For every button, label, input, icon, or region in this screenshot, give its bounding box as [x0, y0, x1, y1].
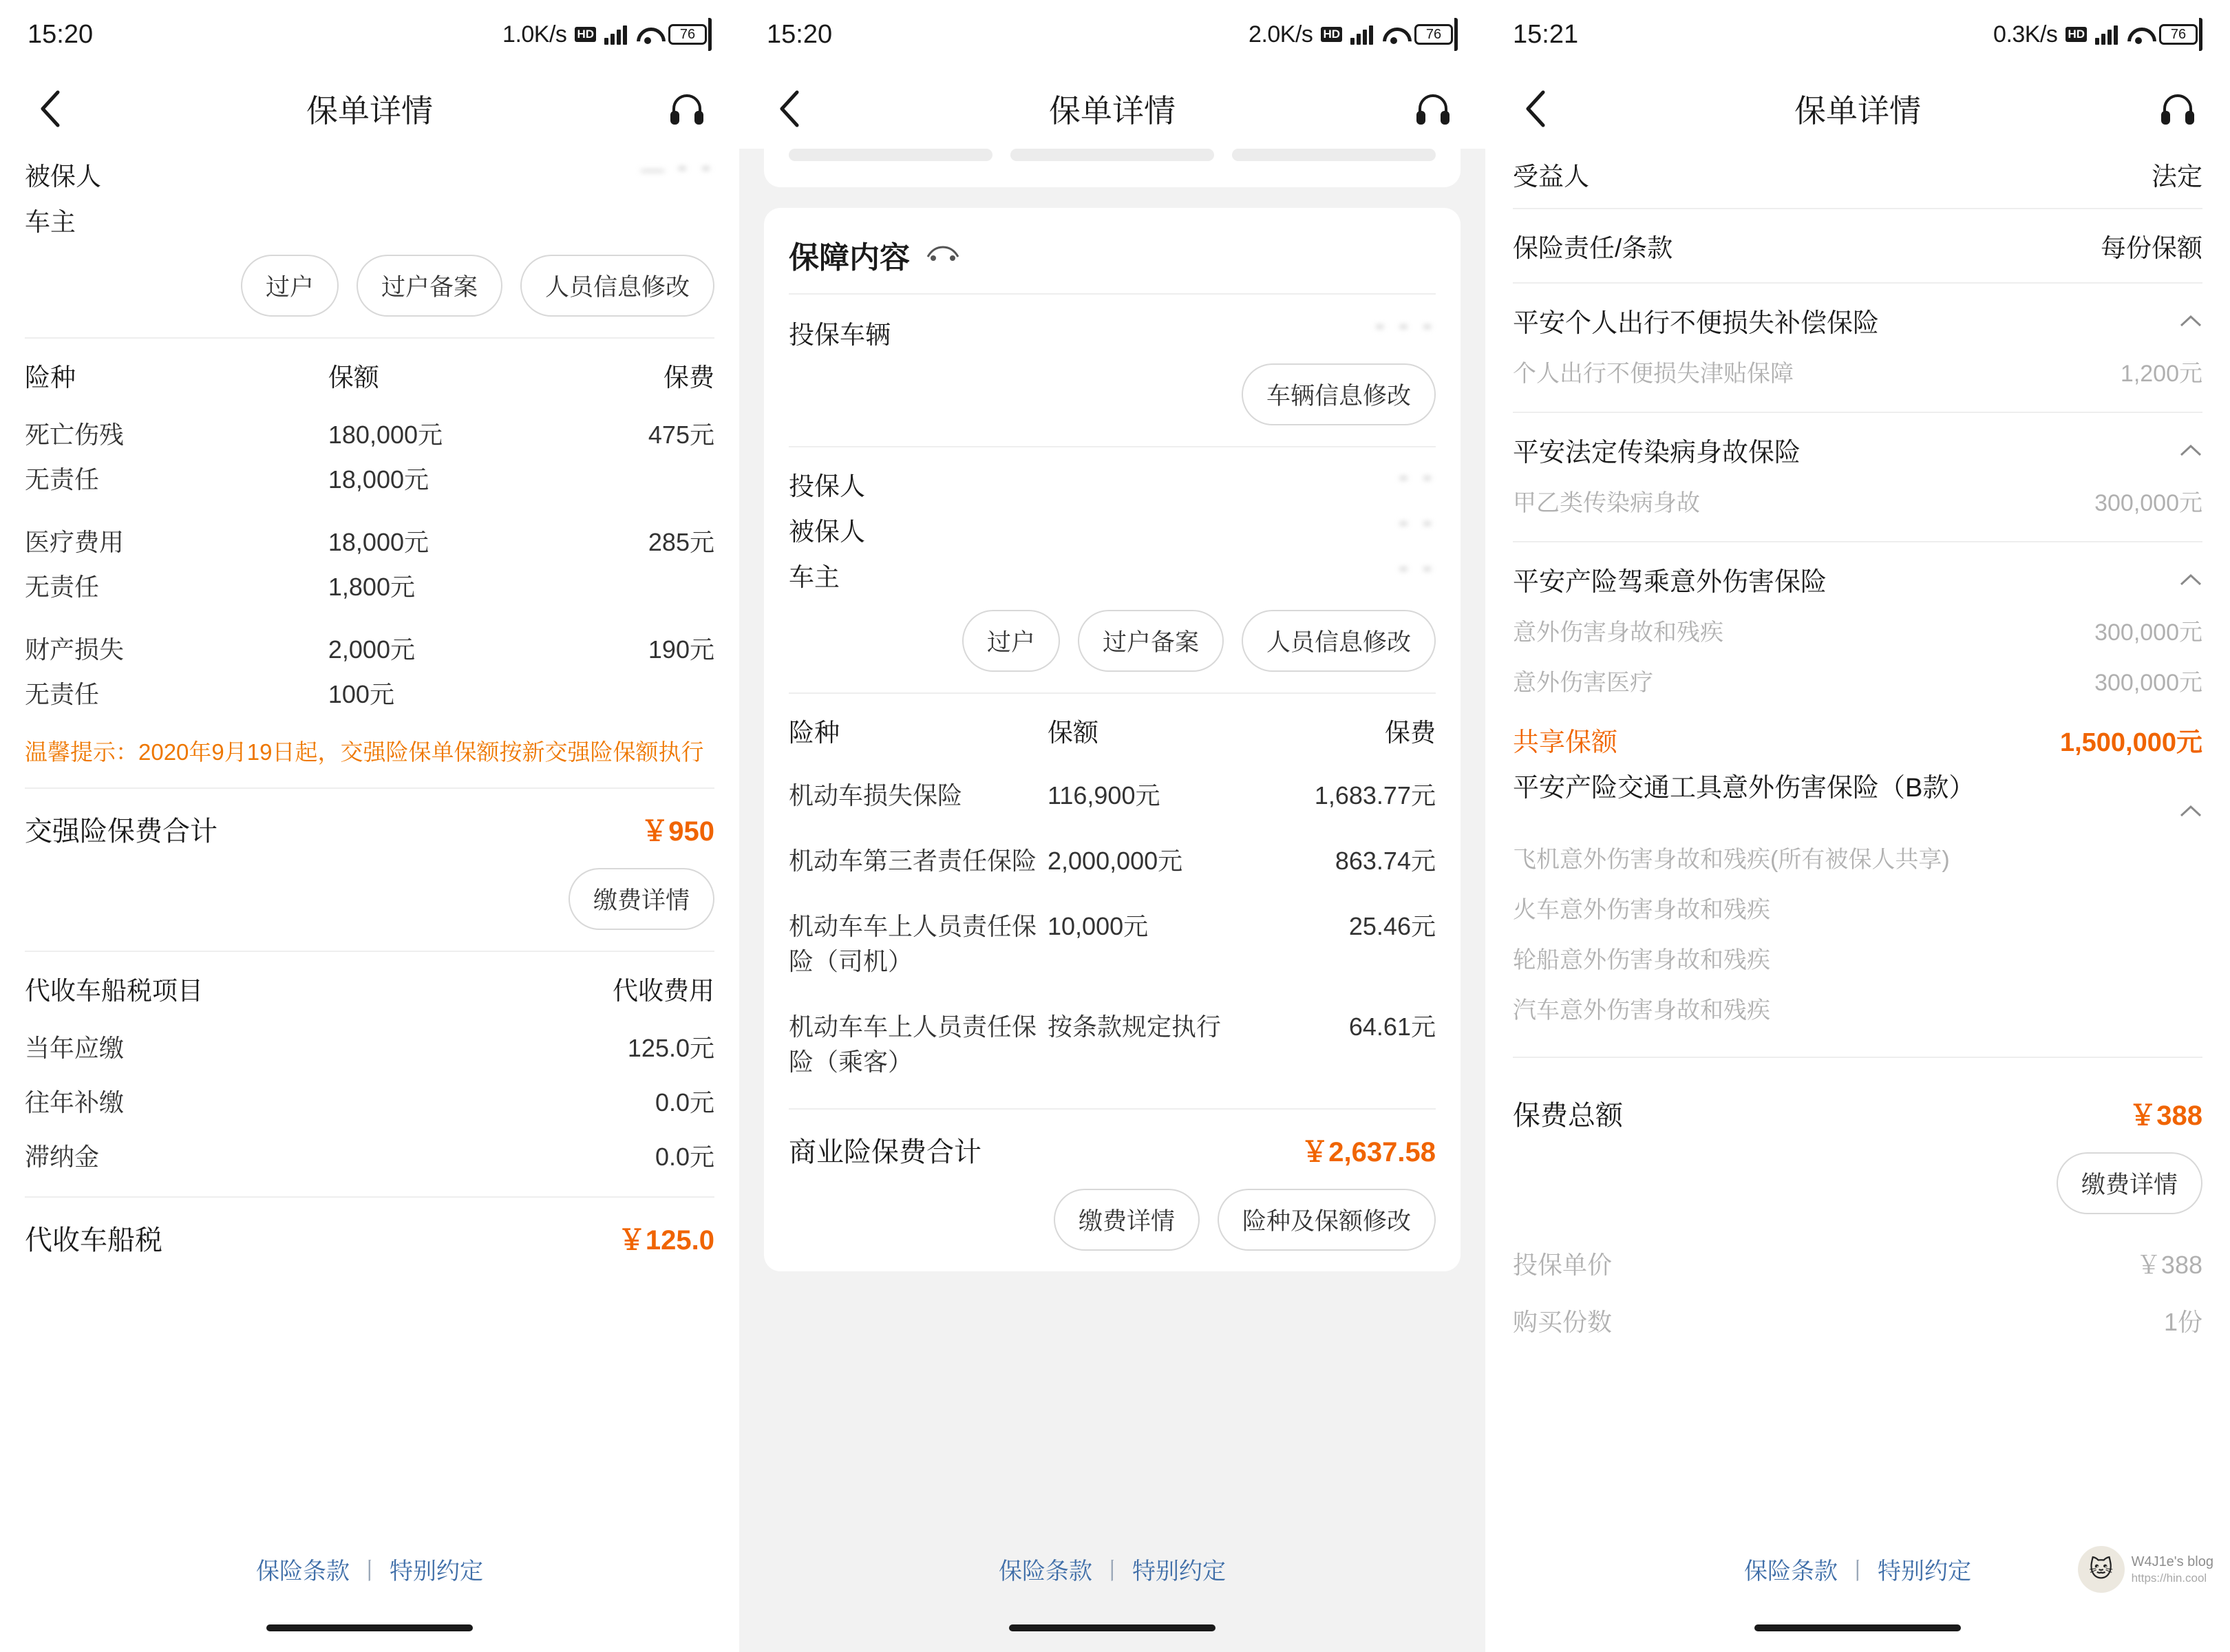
- tax-col-item: 代收车船税项目: [25, 976, 203, 1005]
- owner-value: ⁃ ⁃: [1397, 557, 1436, 583]
- row-premium: 475元: [648, 421, 714, 449]
- coverage-group-title[interactable]: [1513, 765, 2202, 832]
- tax-row-label: 当年应缴: [25, 1033, 125, 1062]
- coverage-table-header: [789, 694, 1436, 761]
- insured-row: [25, 149, 714, 197]
- tax-row-label: 滞纳金: [25, 1142, 100, 1171]
- row-amount: 116,900元: [1048, 781, 1160, 809]
- unit-price-row: [1513, 1235, 2202, 1292]
- unit-price-label: 投保单价: [1513, 1251, 1613, 1279]
- compulsory-total-label: 交强险保费合计: [25, 816, 217, 847]
- col-amount: 保额: [328, 363, 379, 392]
- screen-policy-detail-3: [1485, 0, 2230, 1652]
- battery-icon: [1414, 18, 1458, 51]
- coverage-detail-row: [1513, 346, 2202, 396]
- screen-policy-detail-2: [739, 0, 1485, 1652]
- row-premium: 1,683.77元: [1314, 781, 1436, 809]
- quantity-row: [1513, 1292, 2202, 1349]
- policy-people-card: [0, 149, 739, 1264]
- table-row: [789, 761, 1436, 827]
- table-subrow: [25, 568, 714, 613]
- row-name: 机动车损失保险: [789, 781, 963, 809]
- home-indicator: [1754, 1624, 1961, 1631]
- insured-label: 被保人: [789, 518, 865, 546]
- page-title: 保单详情: [1794, 93, 1921, 129]
- partial-card-above: [764, 149, 1461, 187]
- wifi-icon: [635, 25, 660, 44]
- table-row: [25, 1074, 714, 1128]
- transfer-record-button[interactable]: 过户备案: [357, 255, 502, 317]
- commercial-actions: [789, 1176, 1436, 1271]
- owner-label: 车主: [25, 208, 76, 236]
- placeholder-bar: [789, 149, 992, 161]
- coverage-detail-row: [1513, 882, 2202, 933]
- vehicle-row: [789, 295, 1436, 351]
- footer-links: [739, 1552, 1485, 1586]
- table-row: [25, 1128, 714, 1183]
- detail-value: 300,000元: [2094, 620, 2202, 646]
- payment-detail-button[interactable]: 缴费详情: [2057, 1152, 2202, 1214]
- transfer-button[interactable]: 过户: [241, 255, 339, 317]
- coverage-group-title[interactable]: [1513, 542, 2202, 605]
- hd-badge: HD: [1321, 27, 1342, 42]
- status-time: 15:20: [767, 19, 833, 49]
- nav-bar: [739, 69, 1485, 149]
- detail-value: 300,000元: [2094, 670, 2202, 696]
- nav-bar: [1485, 69, 2230, 149]
- edit-person-info-button[interactable]: 人员信息修改: [520, 255, 714, 317]
- hd-badge: HD: [575, 27, 596, 42]
- shared-amount-row: [1513, 706, 2202, 765]
- detail-label: 火车意外伤害身故和残疾: [1513, 897, 1770, 923]
- tax-col-fee: 代收费用: [613, 976, 714, 1005]
- footer-links: [0, 1552, 739, 1586]
- home-indicator: [266, 1624, 473, 1631]
- battery-level: 76: [1414, 24, 1453, 45]
- row-subamount: 18,000元: [328, 465, 429, 494]
- row-name: 财产损失: [25, 635, 125, 664]
- col-type: 险种: [25, 363, 76, 392]
- beneficiary-value: 法定: [2152, 162, 2202, 191]
- battery-level: 76: [2159, 24, 2198, 45]
- battery-icon: [2159, 18, 2202, 51]
- group-title-text: 平安产险驾乘意外伤害保险: [1513, 568, 1827, 597]
- transfer-button[interactable]: 过户: [962, 610, 1060, 672]
- shared-amount-label: 共享保额: [1513, 728, 1618, 757]
- tax-row-value: 0.0元: [655, 1088, 714, 1116]
- beneficiary-row: [1513, 149, 2202, 208]
- row-premium: 64.61元: [1348, 1013, 1436, 1041]
- table-row: [789, 993, 1436, 1093]
- chevron-up-icon[interactable]: [2179, 796, 2202, 825]
- group-title-text: 平安法定传染病身故保险: [1513, 438, 1801, 467]
- coverage-detail-row: [1513, 933, 2202, 983]
- chevron-up-icon[interactable]: [2179, 564, 2202, 594]
- page-title: 保单详情: [1049, 93, 1176, 129]
- wifi-icon: [2126, 25, 2151, 44]
- tax-table-header: [25, 952, 714, 1019]
- premium-total-value: ￥388: [2129, 1101, 2202, 1131]
- network-speed: 0.3K/s: [1993, 21, 2058, 47]
- row-subname: 无责任: [25, 465, 100, 494]
- wifi-icon: [1381, 25, 1406, 44]
- insurance-terms-link[interactable]: 保险条款: [999, 1558, 1092, 1585]
- compulsory-total-value: ￥950: [641, 816, 714, 847]
- section-header: [789, 208, 1436, 293]
- status-bar: [739, 0, 1485, 69]
- row-subname: 无责任: [25, 573, 100, 601]
- group-title-text: 平安产险交通工具意外伤害保险（B款）: [1513, 774, 1975, 803]
- avatar: 🐱: [2078, 1546, 2125, 1593]
- table-subrow: [25, 675, 714, 720]
- coverage-card: [764, 208, 1461, 1271]
- table-row: [25, 613, 714, 675]
- placeholder-bar: [1010, 149, 1214, 161]
- payment-detail-button[interactable]: 缴费详情: [569, 868, 714, 930]
- insured-value: — ⁃ ⁃: [641, 156, 714, 182]
- insured-row: [789, 507, 1436, 552]
- battery-icon: [668, 18, 712, 51]
- policyholder-row: [789, 447, 1436, 507]
- coverage-detail-row: [1513, 655, 2202, 706]
- tax-total-value: ￥125.0: [617, 1225, 714, 1256]
- owner-row: [25, 197, 714, 238]
- network-speed: 2.0K/s: [1249, 21, 1313, 47]
- warm-tip: 温馨提示：2020年9月19日起，交强险保单保额按新交强险保额执行: [25, 739, 704, 765]
- tax-row-value: 0.0元: [655, 1142, 714, 1171]
- row-amount: 2,000,000元: [1048, 847, 1183, 875]
- edit-person-info-button[interactable]: 人员信息修改: [1242, 610, 1436, 672]
- hd-badge: HD: [2066, 27, 2087, 42]
- tax-total-row: [25, 1198, 714, 1264]
- row-amount: 180,000元: [328, 421, 443, 449]
- home-indicator: [1009, 1624, 1215, 1631]
- premium-total-label: 保费总额: [1513, 1101, 1623, 1131]
- section-title: 保障内容: [789, 241, 910, 275]
- row-amount: 10,000元: [1048, 912, 1149, 940]
- detail-label: 个人出行不便损失津贴保障: [1513, 361, 1794, 387]
- watermark-line1: W4J1e's blog: [2131, 1554, 2213, 1569]
- coverage-group-title[interactable]: [1513, 413, 2202, 476]
- car-icon: [925, 242, 961, 268]
- row-premium: 285元: [648, 528, 714, 556]
- coverage-detail-row: [1513, 832, 2202, 882]
- row-premium: 190元: [648, 635, 714, 664]
- coverage-detail-row: [1513, 983, 2202, 1033]
- liability-card: [1485, 149, 2230, 1349]
- row-amount: 18,000元: [328, 528, 429, 556]
- coverage-table-header: [25, 339, 714, 406]
- edit-coverage-button[interactable]: 险种及保额修改: [1218, 1189, 1436, 1251]
- network-speed: 1.0K/s: [502, 21, 567, 47]
- coverage-detail-row: [1513, 605, 2202, 655]
- special-agreement-link[interactable]: 特别约定: [390, 1558, 483, 1585]
- vehicle-actions: [789, 351, 1436, 446]
- detail-value: 1,200元: [2120, 361, 2202, 387]
- col-amount: 保额: [1048, 719, 1098, 747]
- transfer-record-button[interactable]: 过户备案: [1078, 610, 1224, 672]
- row-name: 死亡伤残: [25, 421, 125, 449]
- placeholder-bar: [1232, 149, 1436, 161]
- row-subname: 无责任: [25, 680, 100, 708]
- signal-icon: [604, 24, 627, 45]
- quantity-value: 1份: [2163, 1308, 2202, 1336]
- table-row: [25, 1019, 714, 1074]
- shared-amount-value: 1,500,000元: [2059, 728, 2202, 757]
- commercial-total-label: 商业险保费合计: [789, 1137, 981, 1167]
- row-premium: 25.46元: [1348, 912, 1436, 940]
- signal-icon: [1350, 24, 1373, 45]
- people-action-buttons: [25, 238, 714, 337]
- detail-label: 汽车意外伤害身故和残疾: [1513, 997, 1770, 1024]
- tax-row-value: 125.0元: [627, 1033, 714, 1062]
- signal-icon: [2095, 24, 2118, 45]
- col-premium: 保费: [1384, 719, 1436, 747]
- row-name: 医疗费用: [25, 528, 125, 556]
- liability-col-left: 保险责任/条款: [1513, 234, 1673, 262]
- page-title: 保单详情: [306, 93, 433, 129]
- liability-header-row: [1513, 209, 2202, 282]
- row-subamount: 100元: [328, 680, 394, 708]
- owner-row: [789, 552, 1436, 593]
- table-row: [789, 892, 1436, 993]
- chevron-up-icon[interactable]: [2179, 435, 2202, 465]
- payment-detail-button[interactable]: 缴费详情: [1054, 1189, 1200, 1251]
- coverage-group-title[interactable]: [1513, 284, 2202, 346]
- status-time: 15:20: [28, 19, 94, 49]
- row-premium: 863.74元: [1335, 847, 1436, 875]
- premium-actions: [1513, 1140, 2202, 1235]
- screen1-content: [0, 149, 739, 1264]
- vehicle-value: ⁃ ⁃ ⁃: [1374, 315, 1436, 341]
- unit-price-value: ￥388: [2136, 1251, 2202, 1279]
- battery-level: 76: [668, 24, 707, 45]
- row-name: 机动车第三者责任保险: [789, 847, 1037, 875]
- quantity-label: 购买份数: [1513, 1308, 1613, 1336]
- row-name: 机动车车上人员责任保险（乘客）: [789, 1013, 1037, 1076]
- group-title-text: 平安个人出行不便损失补偿保险: [1513, 309, 1880, 338]
- commercial-total-value: ￥2,637.58: [1301, 1137, 1436, 1167]
- insured-value: ⁃ ⁃: [1397, 511, 1436, 538]
- nav-bar: [0, 69, 739, 149]
- special-agreement-link[interactable]: 特别约定: [1878, 1558, 1971, 1585]
- owner-label: 车主: [789, 563, 840, 591]
- screen-policy-detail-1: [0, 0, 739, 1652]
- insurance-terms-link[interactable]: 保险条款: [1744, 1558, 1838, 1585]
- compulsory-actions: [25, 856, 714, 951]
- table-subrow: [25, 460, 714, 505]
- watermark: [2078, 1546, 2213, 1593]
- table-row: [789, 827, 1436, 892]
- row-amount: 2,000元: [328, 635, 415, 664]
- compulsory-total-row: [25, 789, 714, 856]
- insurance-terms-link[interactable]: 保险条款: [256, 1558, 350, 1585]
- detail-label: 轮船意外伤害身故和残疾: [1513, 947, 1770, 973]
- status-bar: [0, 0, 739, 69]
- detail-value: 300,000元: [2094, 490, 2202, 516]
- beneficiary-label: 受益人: [1513, 162, 1589, 191]
- commercial-total-row: [789, 1110, 1436, 1176]
- policyholder-value: ⁃ ⁃: [1397, 466, 1436, 492]
- row-subamount: 1,800元: [328, 573, 415, 601]
- special-agreement-link[interactable]: 特别约定: [1132, 1558, 1226, 1585]
- row-name: 机动车车上人员责任保险（司机）: [789, 912, 1037, 975]
- status-time: 15:21: [1513, 19, 1579, 49]
- tax-row-label: 往年补缴: [25, 1088, 125, 1116]
- premium-total-row: [1513, 1058, 2202, 1140]
- status-bar: [1485, 0, 2230, 69]
- watermark-line2: https://hin.cool: [2131, 1571, 2207, 1585]
- footer-separator: 丨: [1846, 1558, 1869, 1585]
- vehicle-label: 投保车辆: [789, 321, 891, 349]
- footer-separator: 丨: [1101, 1558, 1124, 1585]
- insured-label: 被保人: [25, 162, 101, 191]
- people-action-buttons: [789, 593, 1436, 692]
- table-row: [25, 505, 714, 568]
- footer-separator: 丨: [358, 1558, 381, 1585]
- chevron-up-icon[interactable]: [2179, 306, 2202, 335]
- coverage-detail-row: [1513, 476, 2202, 526]
- col-type: 险种: [789, 719, 840, 747]
- row-amount: 按条款规定执行: [1048, 1013, 1222, 1041]
- liability-col-right: 每份保额: [2101, 234, 2202, 262]
- detail-label: 意外伤害医疗: [1513, 670, 1653, 696]
- col-premium: 保费: [663, 363, 714, 392]
- table-row: [25, 406, 714, 460]
- policyholder-label: 投保人: [789, 472, 865, 500]
- detail-label: 飞机意外伤害身故和残疾(所有被保人共享): [1513, 847, 1950, 873]
- detail-label: 意外伤害身故和残疾: [1513, 620, 1723, 646]
- edit-vehicle-info-button[interactable]: 车辆信息修改: [1242, 363, 1436, 425]
- tax-total-label: 代收车船税: [25, 1225, 162, 1256]
- detail-label: 甲乙类传染病身故: [1513, 490, 1700, 516]
